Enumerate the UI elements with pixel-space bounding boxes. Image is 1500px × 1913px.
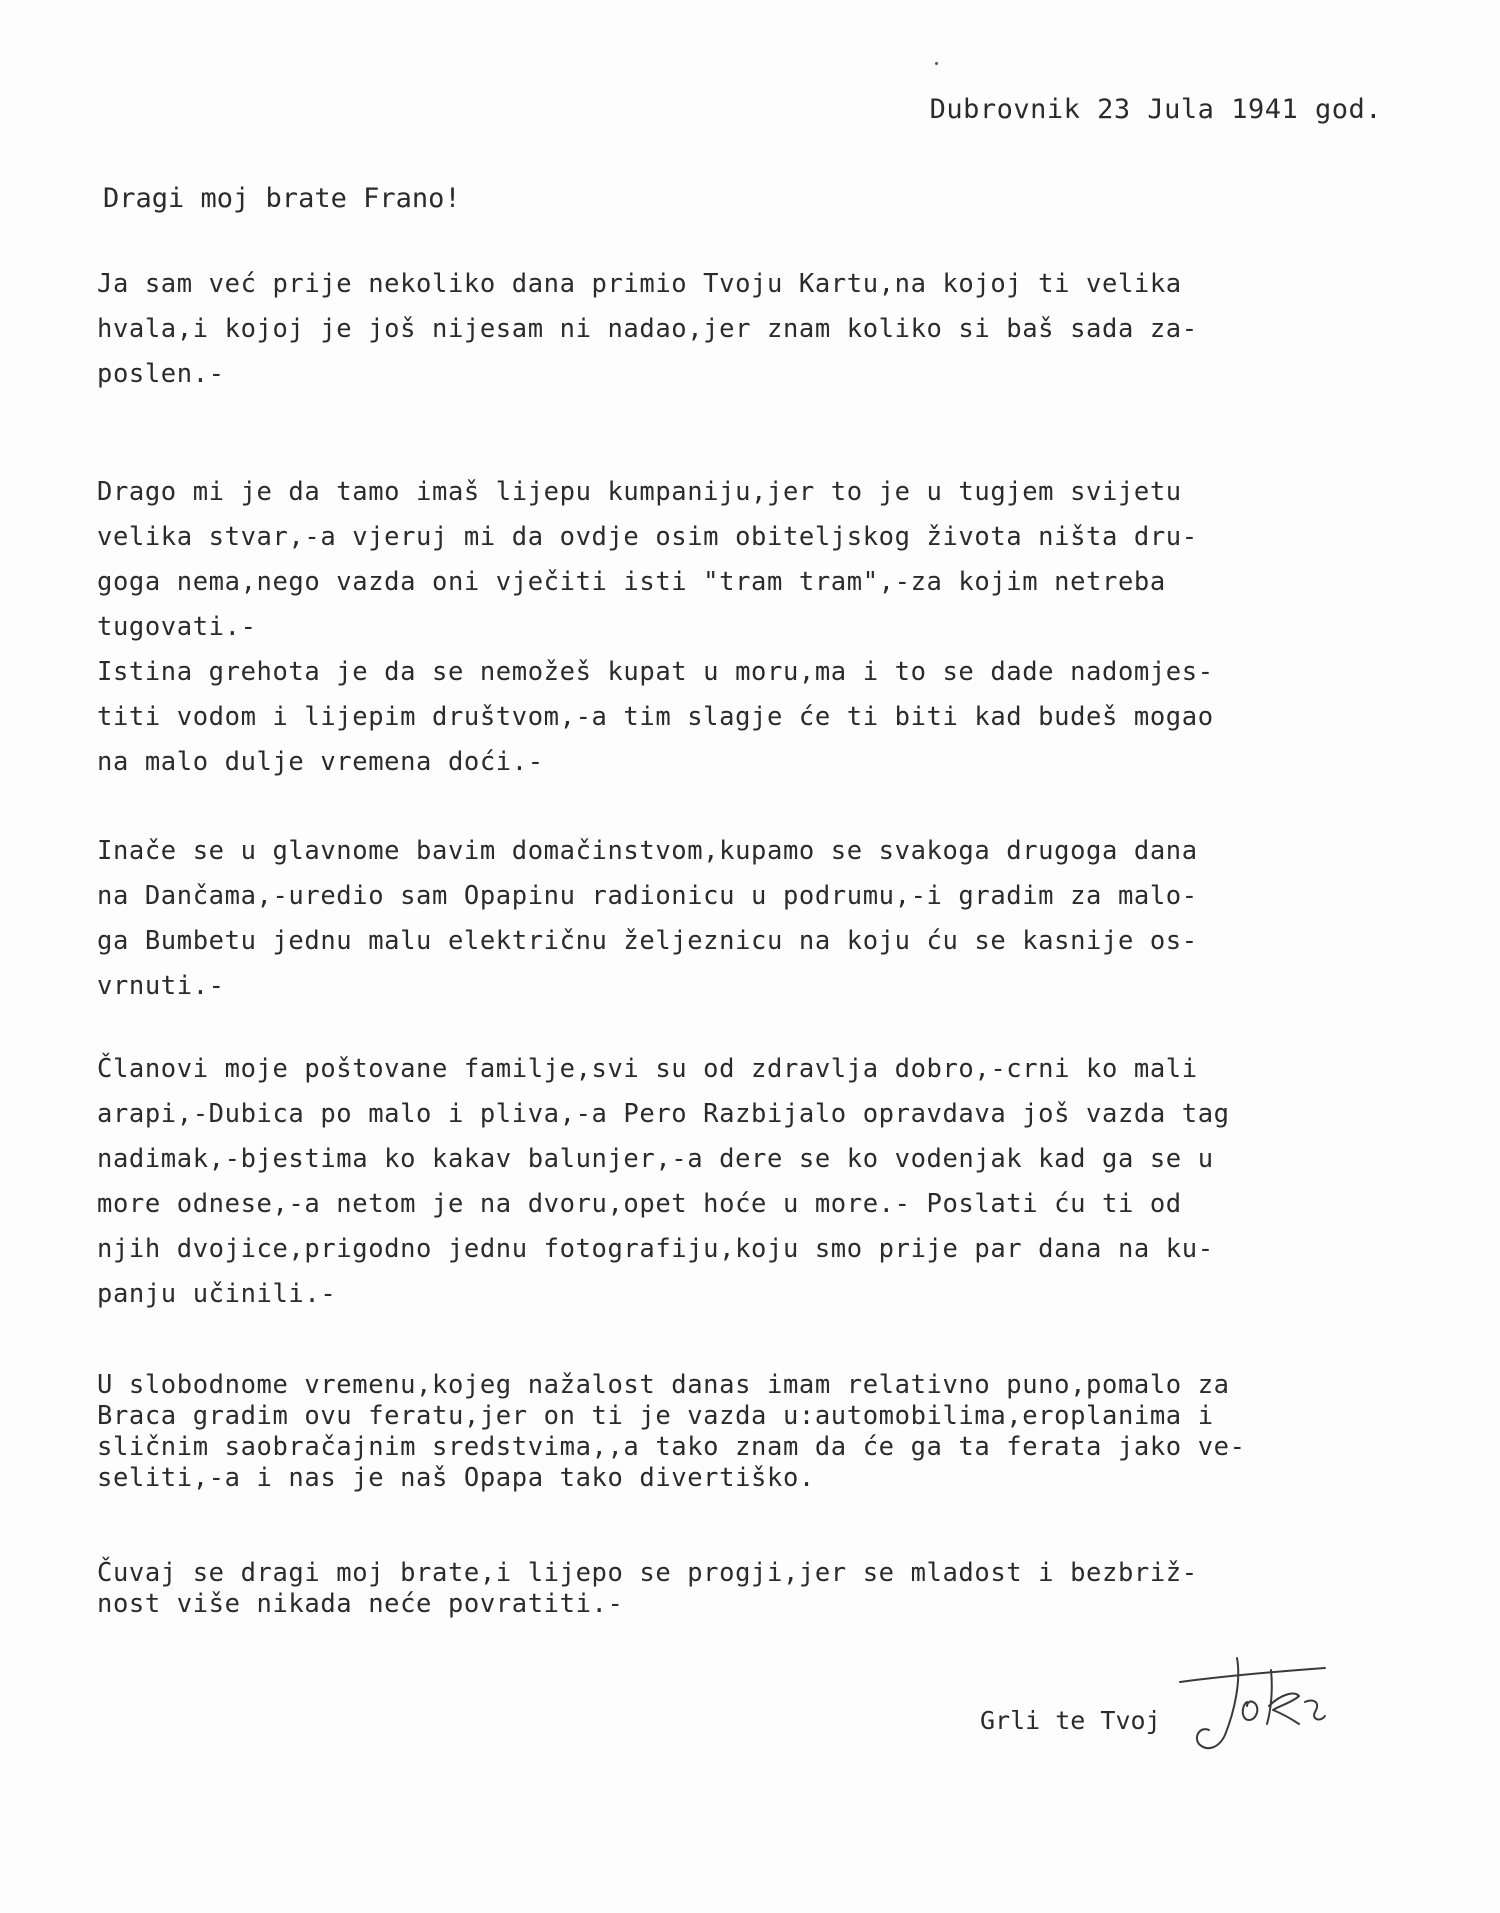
text-line: panju učinili.- <box>97 1279 337 1309</box>
paragraph-card-thanks <box>97 262 1427 397</box>
date-line: Dubrovnik 23 Jula 1941 god. <box>929 94 1382 125</box>
text-line: na malo dulje vremena doći.- <box>97 747 544 777</box>
text-line: Inače se u glavnome bavim domačinstvom,kupamo se svakoga drugoga dana <box>97 836 1198 866</box>
paragraph-farewell <box>97 1558 1427 1620</box>
text-line: ga Bumbetu jednu malu električnu željeznicu na koju ću se kasnije os- <box>97 926 1198 956</box>
paper-speck <box>935 62 938 65</box>
closing-line: Grli te Tvoj <box>980 1706 1161 1735</box>
text-line: U slobodnome vremenu,kojeg nažalost danas imam relativno puno,pomalo za <box>97 1370 1230 1400</box>
paragraph-free-time <box>97 1370 1427 1494</box>
text-line: njih dvojice,prigodno jednu fotografiju,koju smo prije par dana na ku- <box>97 1234 1214 1264</box>
paragraph-household <box>97 829 1427 1009</box>
handwritten-signature <box>1175 1640 1335 1770</box>
text-line: hvala,i kojoj je još nijesam ni nadao,jer znam koliko si baš sada za- <box>97 314 1198 344</box>
text-line: tugovati.- <box>97 612 257 642</box>
text-line: nadimak,-bjestima ko kakav balunjer,-a dere se ko vodenjak kad ga se u <box>97 1144 1214 1174</box>
text-line: arapi,-Dubica po malo i pliva,-a Pero Razbijalo opravdava još vazda tag <box>97 1099 1230 1129</box>
text-line: Ja sam već prije nekoliko dana primio Tvoju Kartu,na kojoj ti velika <box>97 269 1182 299</box>
text-line: goga nema,nego vazda oni vječiti isti "tram tram",-za kojim netreba <box>97 567 1166 597</box>
text-line: more odnese,-a netom je na dvoru,opet hoće u more.- Poslati ću ti od <box>97 1189 1182 1219</box>
text-line: Braca gradim ovu feratu,jer on ti je vazda u:automobilima,eroplanima i <box>97 1401 1214 1431</box>
paragraph-company <box>97 470 1427 785</box>
text-line: Članovi moje poštovane familje,svi su od zdravlja dobro,-crni ko mali <box>97 1054 1198 1084</box>
text-line: Istina grehota je da se nemožeš kupat u moru,ma i to se dade nadomjes- <box>97 657 1214 687</box>
paragraph-family <box>97 1047 1427 1317</box>
text-line: nost više nikada neće povratiti.- <box>97 1589 624 1619</box>
text-line: poslen.- <box>97 359 225 389</box>
text-line: Čuvaj se dragi moj brate,i lijepo se progji,jer se mladost i bezbriž- <box>97 1558 1198 1588</box>
text-line: titi vodom i lijepim društvom,-a tim slagje će ti biti kad budeš mogao <box>97 702 1214 732</box>
text-line: sličnim saobračajnim sredstvima,,a tako znam da će ga ta ferata jako ve- <box>97 1432 1246 1462</box>
text-line: Drago mi je da tamo imaš lijepu kumpaniju,jer to je u tugjem svijetu <box>97 477 1182 507</box>
text-line: velika stvar,-a vjeruj mi da ovdje osim obiteljskog života ništa dru- <box>97 522 1198 552</box>
text-line: vrnuti.- <box>97 971 225 1001</box>
salutation: Dragi moj brate Frano! <box>103 183 461 214</box>
text-line: seliti,-a i nas je naš Opapa tako divertiško. <box>97 1463 815 1493</box>
text-line: na Dančama,-uredio sam Opapinu radionicu u podrumu,-i gradim za malo- <box>97 881 1198 911</box>
